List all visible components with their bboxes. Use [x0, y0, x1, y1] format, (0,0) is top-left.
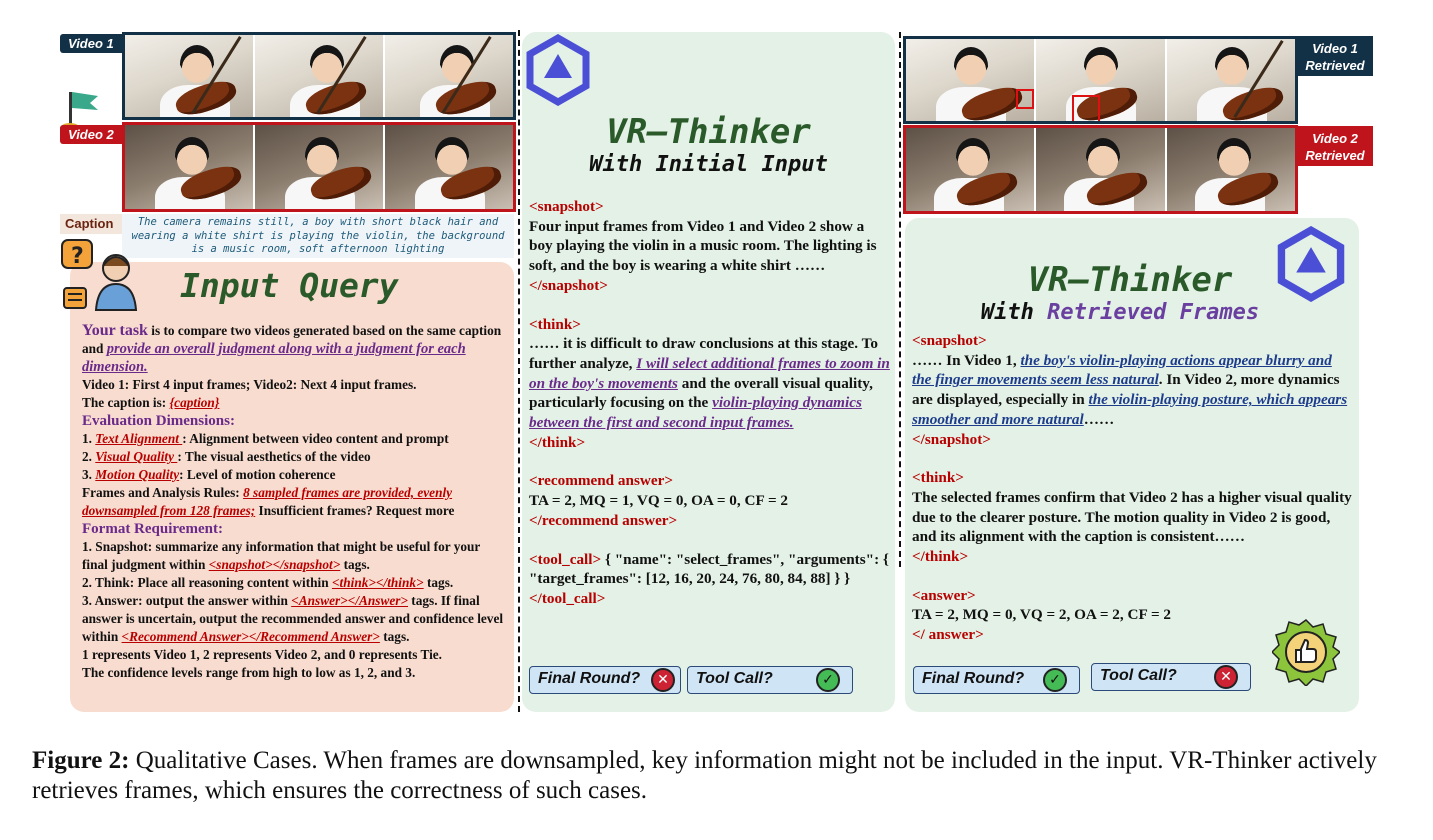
video2-frames: [122, 122, 516, 212]
format-tag: <think></think>: [331, 575, 424, 590]
caption-token: {caption}: [169, 395, 220, 410]
dim-desc: : The visual aesthetics of the video: [177, 449, 371, 464]
final-round-label: Final Round?: [538, 670, 641, 687]
video2-tag: Video 2: [60, 125, 122, 144]
recommend-close-tag: </recommend answer>: [529, 511, 678, 529]
dim-name: Motion Quality: [95, 467, 180, 482]
input-query-title: Input Query: [180, 266, 399, 305]
video-frame: [385, 35, 513, 117]
video-frame: [1036, 128, 1166, 211]
tool-call-label: Tool Call?: [696, 670, 773, 687]
dimension-3: [82, 466, 508, 484]
tool-call-button[interactable]: [687, 666, 853, 694]
tool-text: { "name": "select_frames", "arguments": { "target_frames": [12, 16, 20, 24, 76, 80, 84, 88] } }: [529, 550, 889, 588]
dimension-2: [82, 448, 508, 466]
column-divider: [518, 30, 520, 712]
think-open-tag: <think>: [912, 469, 964, 487]
video-frame: [255, 35, 385, 117]
video-frame: [1036, 39, 1166, 121]
answer-close-tag: </ answer>: [912, 626, 984, 644]
dim-name: Text Alignment: [95, 431, 183, 446]
figure-caption: [32, 746, 1412, 806]
video-frame: [1167, 39, 1295, 121]
format-3: [82, 592, 508, 646]
rules-tail: Insufficient frames? Request more: [255, 503, 455, 518]
question-user-icon: [58, 236, 138, 312]
video-frame: [125, 125, 255, 209]
snapshot-text: Four input frames from Video 1 and Video 2 show a boy playing the violin in a music room. The lighting is soft, and the boy is wearing a white shirt ……: [529, 217, 877, 275]
think-text: The selected frames confirm that Video 2 has a higher visual quality due to the clearer posture. The motion quality in Video 2 is good, and its alignment with the caption is consistent……: [912, 488, 1352, 546]
format-text: 1. Snapshot: summarize any information that might be useful for your final judgment within: [82, 539, 481, 572]
thinker-title-retrieved: VR–Thinker: [1027, 260, 1233, 300]
video1-tag: Video 1: [60, 34, 122, 53]
snapshot-text: . In Video 2, more dynamics are displayed, especially in: [912, 371, 1340, 409]
format-tag: <Recommend Answer></Recommend Answer>: [121, 629, 380, 644]
format-1: [82, 538, 508, 574]
snapshot-paragraph: [912, 351, 1352, 430]
thinker-subtitle-retrieved: [940, 300, 1300, 325]
think-open-tag: <think>: [529, 315, 581, 333]
tool-open-tag: <tool_call>: [529, 550, 602, 568]
figure-caption-text: Qualitative Cases. When frames are downsampled, key information might not be included in the input. VR-Thinker actively retrieves frames, which ensures the correctness of such cases.: [32, 747, 1377, 804]
initial-input-body: [529, 197, 891, 609]
snapshot-text: …… In Video 1,: [912, 351, 1021, 369]
answer-text: TA = 2, MQ = 0, VQ = 2, OA = 2, CF = 2: [912, 606, 1171, 624]
video-frame: [906, 128, 1036, 211]
video2-retrieved-tag: Video 2 Retrieved: [1297, 126, 1373, 166]
input-query-body: [82, 322, 508, 682]
think-close-tag: </think>: [529, 433, 586, 451]
tool-call-label: Tool Call?: [1100, 667, 1177, 684]
svg-text:?: ?: [71, 244, 84, 269]
dim-desc: : Alignment between video content and prompt: [182, 431, 449, 446]
x-circle-icon: ✕: [651, 668, 675, 692]
video1-frames: [122, 32, 516, 120]
note-1: 1 represents Video 1, 2 represents Video 2, and 0 represents Tie.: [82, 647, 443, 662]
video-frame: [125, 35, 255, 117]
think-link: violin-playing dynamics between the first and second input frames.: [529, 394, 862, 432]
dimension-1: [82, 430, 508, 448]
format-2: [82, 574, 508, 592]
format-text: 3. Answer: output the answer within: [82, 593, 292, 608]
tool-call-paragraph: [529, 550, 891, 609]
final-round-button[interactable]: [529, 666, 681, 694]
rules-link: 8 sampled frames are provided, evenly downsampled from 128 frames;: [82, 485, 453, 518]
snapshot-open-tag: <snapshot>: [912, 332, 987, 349]
caption-text: The camera remains still, a boy with short black hair and wearing a white shirt is playing the violin, the background is a music room, soft afternoon lighting: [122, 214, 514, 258]
recommend-open-tag: <recommend answer>: [529, 472, 673, 490]
video2-retrieved-frames: [903, 125, 1298, 214]
dim-desc: : Level of motion coherence: [179, 467, 336, 482]
note-2: The confidence levels range from high to low as 1, 2, and 3.: [82, 665, 416, 680]
video-frame: [1167, 128, 1295, 211]
snapshot-open-tag: <snapshot>: [529, 198, 604, 215]
think-link: I will select additional frames to zoom in on the boy's movements: [529, 354, 890, 392]
thinker-logo-icon: [522, 34, 594, 106]
answer-open-tag: <answer>: [912, 586, 976, 604]
tool-call-button[interactable]: [1091, 663, 1251, 691]
rules-lead: Frames and Analysis Rules:: [82, 485, 244, 500]
eval-heading: Evaluation Dimensions:: [82, 413, 235, 429]
format-text: tags.: [423, 575, 454, 590]
frames-line: Video 1: First 4 input frames; Video2: Next 4 input frames.: [82, 377, 417, 392]
snapshot-link: the boy's violin-playing actions appear blurry and the finger movements seem less natural: [912, 351, 1332, 389]
think-close-tag: </think>: [912, 548, 969, 566]
caption-is-label: The caption is:: [82, 395, 170, 410]
snapshot-text: ……: [1083, 410, 1115, 428]
think-text: …… it is difficult to draw conclusions at this stage. To further analyze,: [529, 335, 878, 372]
snapshot-link: the violin-playing posture, which appears smoother and more natural: [912, 391, 1348, 428]
video-frame: [385, 125, 513, 209]
snapshot-close-tag: </snapshot>: [529, 276, 608, 294]
task-link: provide an overall judgment along with a judgment for each dimension.: [82, 341, 466, 375]
rules-line: [82, 484, 508, 520]
think-paragraph: [529, 334, 891, 433]
recommend-text: TA = 2, MQ = 1, VQ = 0, OA = 0, CF = 2: [529, 492, 788, 510]
thumbs-up-badge-icon: [1272, 618, 1340, 686]
task-body: is to compare two videos generated based on the same caption and: [82, 323, 502, 356]
video1-retrieved-frames: [903, 36, 1298, 124]
check-circle-icon: ✓: [816, 668, 840, 692]
dim-number: 2.: [82, 449, 96, 464]
retrieved-body: [912, 331, 1352, 645]
tool-close-tag: </tool_call>: [529, 589, 606, 607]
final-round-button[interactable]: [913, 666, 1080, 694]
format-tag: <Answer></Answer>: [291, 593, 408, 608]
task-lead: Your task: [82, 322, 148, 339]
format-tag: <snapshot></snapshot>: [208, 557, 341, 572]
column-divider: [899, 32, 901, 567]
format-text: tags.: [340, 557, 370, 572]
think-text: and the overall visual quality, particularly focusing on the: [529, 374, 873, 412]
thinker-title: VR–Thinker: [606, 112, 811, 152]
dim-name: Visual Quality: [95, 449, 178, 464]
snapshot-close-tag: </snapshot>: [912, 430, 991, 448]
video-frame: [255, 125, 385, 209]
format-text: tags. If final answer is uncertain, output the recommended answer and confidence level within: [82, 593, 504, 644]
figure-label: Figure 2:: [32, 747, 130, 774]
format-text: 2. Think: Place all reasoning content within: [82, 575, 332, 590]
x-circle-icon: ✕: [1214, 665, 1238, 689]
caption-label: Caption: [60, 214, 122, 234]
dim-number: 3.: [82, 467, 96, 482]
subtitle-prefix: With: [980, 300, 1048, 325]
format-text: tags.: [379, 629, 410, 644]
flag-icon: [60, 86, 104, 130]
dim-number: 1.: [82, 431, 96, 446]
task-paragraph: [82, 322, 508, 376]
video1-retrieved-tag: Video 1 Retrieved: [1297, 36, 1373, 76]
check-circle-icon: ✓: [1043, 668, 1067, 692]
subtitle-accent: Retrieved Frames: [1047, 300, 1260, 325]
thinker-subtitle: With Initial Input: [589, 152, 828, 177]
final-round-label: Final Round?: [922, 670, 1025, 687]
video-frame: [906, 39, 1036, 121]
caption-line: [82, 394, 508, 412]
format-heading: Format Requirement:: [82, 521, 223, 537]
